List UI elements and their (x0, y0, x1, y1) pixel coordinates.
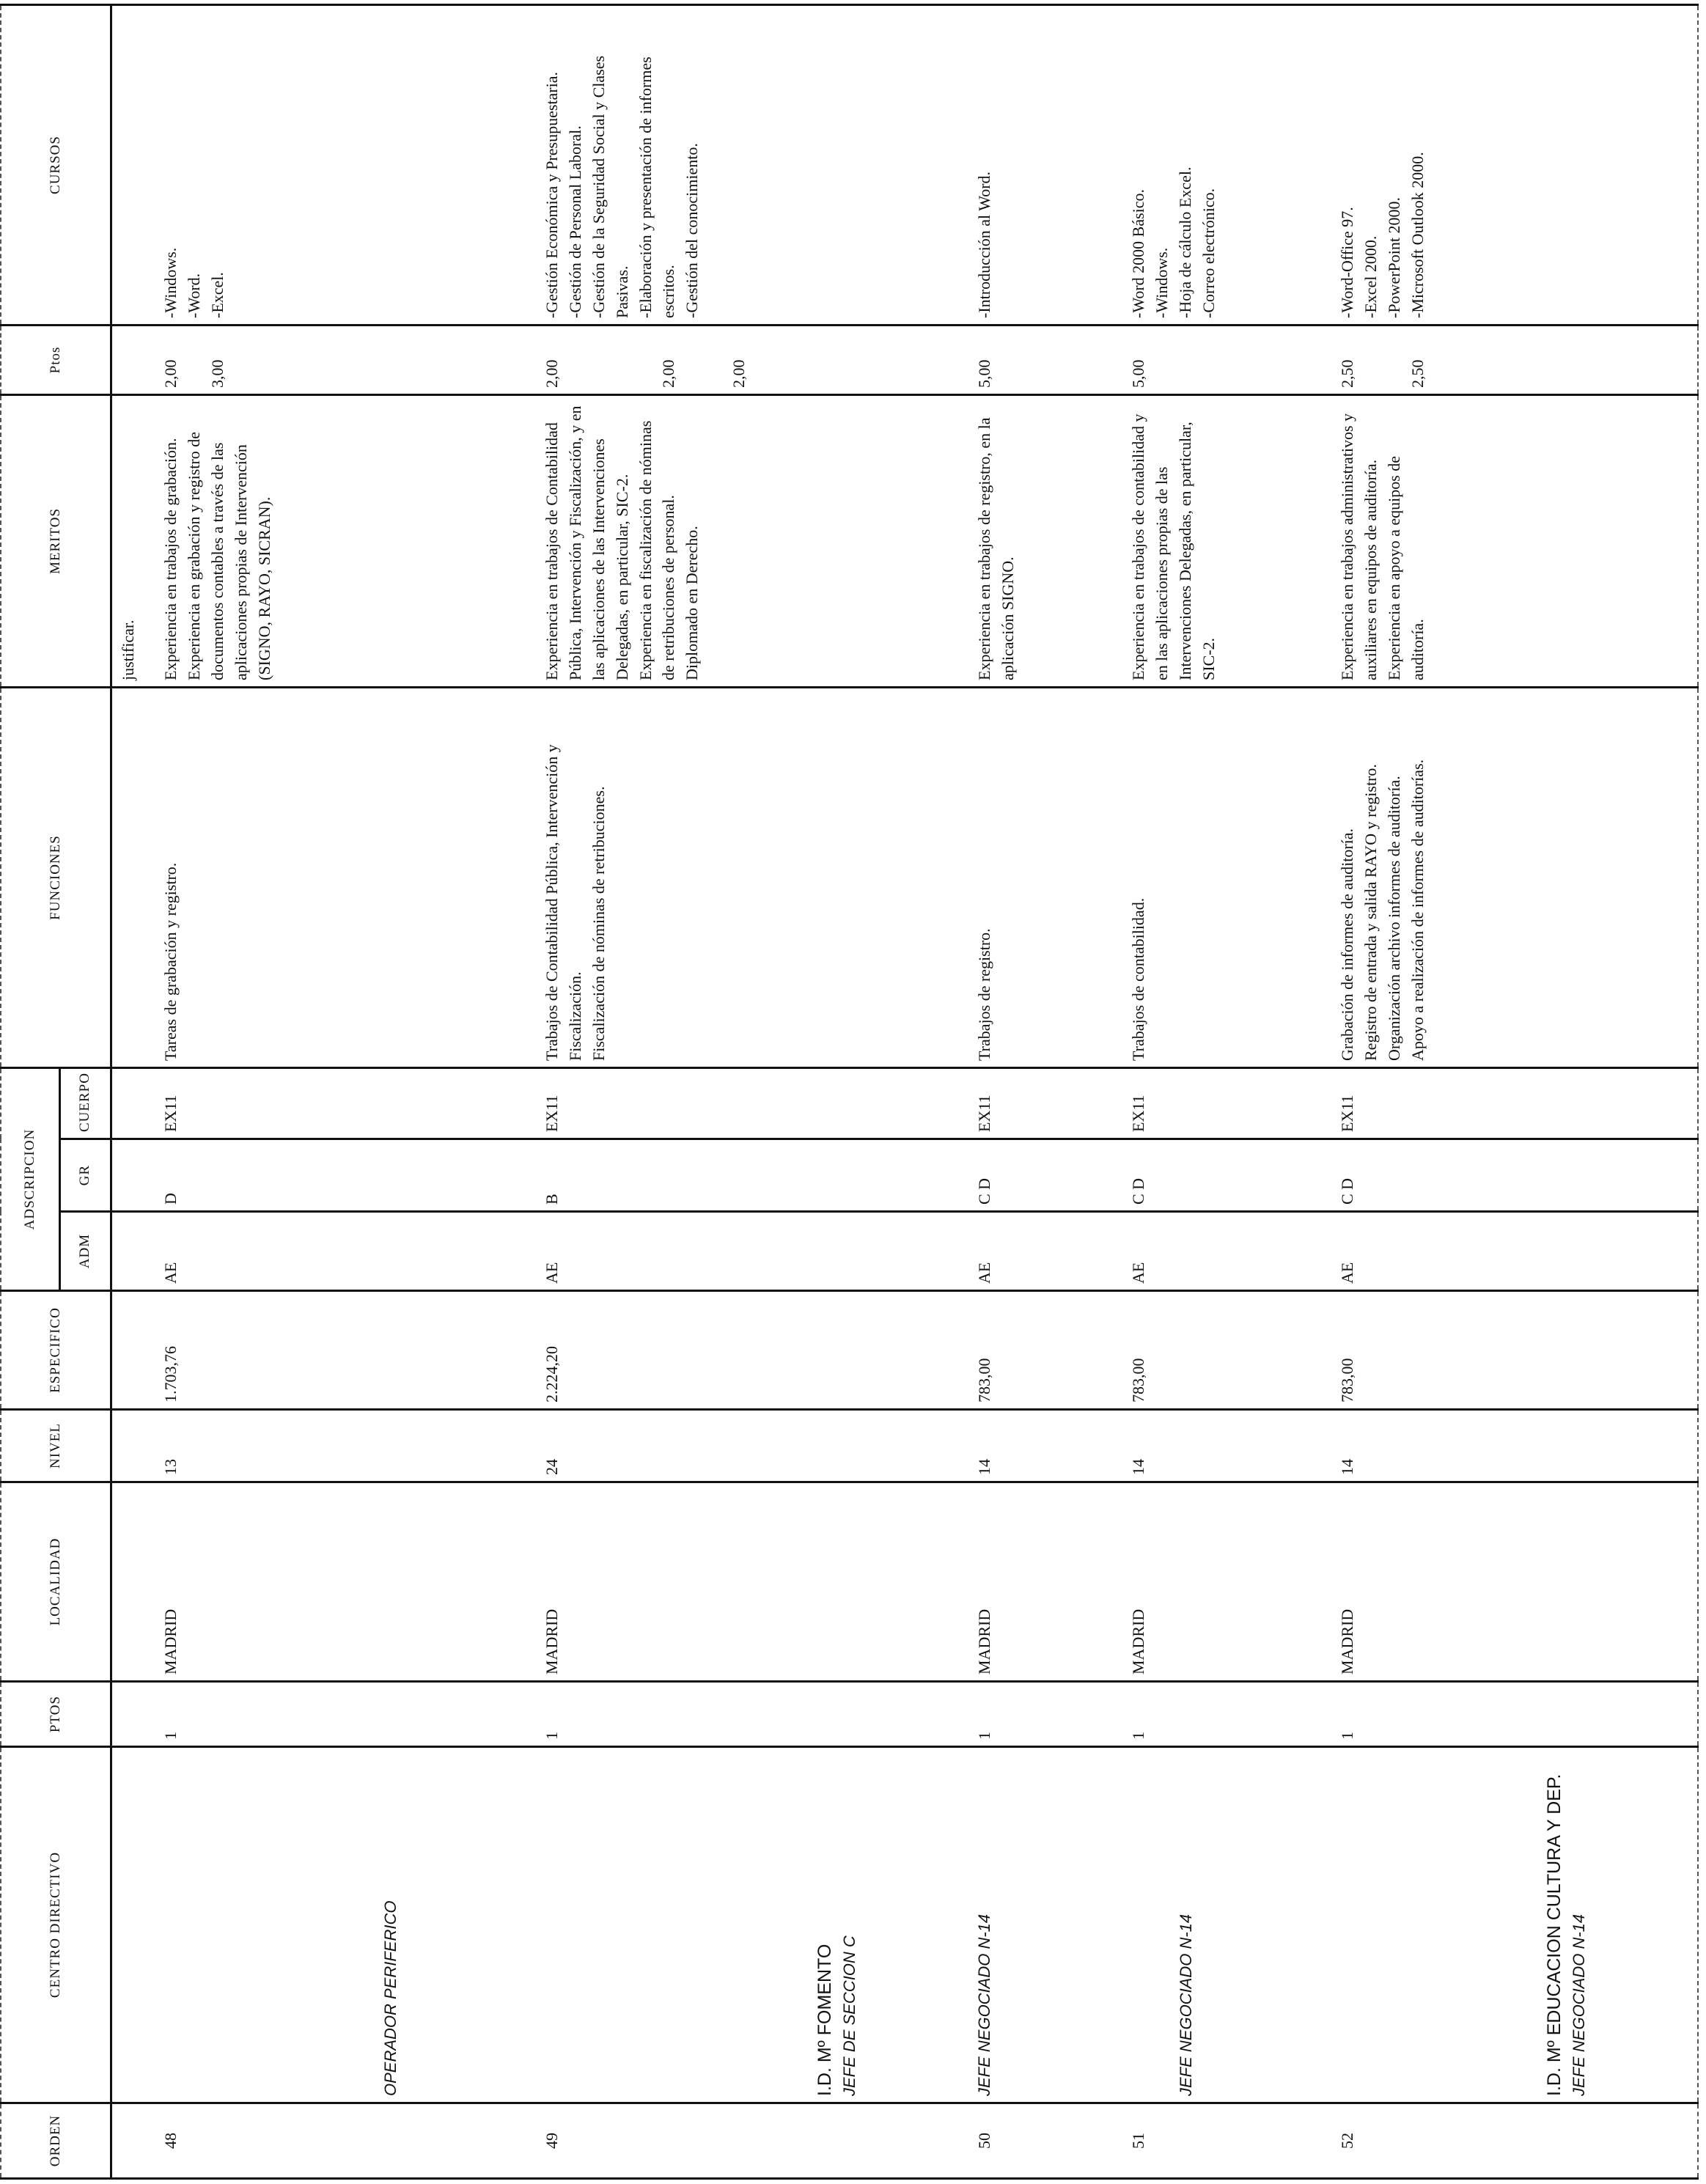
meritos-cell: Experiencia en trabajos de registro, en la aplicación SIGNO. (968, 395, 1122, 688)
ptos-meritos-cell: 2,00 2,00 2,00 (536, 326, 968, 395)
header-centro: CENTRO DIRECTIVO (1, 1747, 111, 2103)
cuerpo-cell: EX11 (1331, 1068, 1698, 1139)
meritos-cell: Experiencia en trabajos de contabilidad y en las aplicaciones propias de las Intervenciones Delegadas, en particular, SIC-2. (1122, 395, 1331, 688)
header-cuerpo: CUERPO (59, 1068, 111, 1139)
centro-cell (536, 1747, 968, 2103)
especifico-cell: 2.224,20 (536, 1291, 968, 1410)
adm-cell: AE (536, 1212, 968, 1291)
gr-cell: C D (968, 1139, 1122, 1212)
centro-cell (968, 1747, 1122, 2103)
header-adscripcion: ADSCRIPCION (1, 1068, 59, 1291)
cursos-cell: -Word-Office 97. -Excel 2000. -PowerPoint 2000. -Microsoft Outlook 2000. (1331, 5, 1698, 326)
table-row (536, 5, 968, 2179)
table-row (155, 5, 536, 2179)
ptos-meritos-cell: 5,00 (1122, 326, 1331, 395)
nivel-cell: 13 (155, 1410, 536, 1482)
orden-cell: 51 (1122, 2103, 1331, 2179)
gr-cell: B (536, 1139, 968, 1212)
cuerpo-cell: EX11 (536, 1068, 968, 1139)
nivel-cell: 14 (968, 1410, 1122, 1482)
header-orden: ORDEN (1, 2103, 111, 2179)
header-meritos: MERITOS (1, 395, 111, 688)
cursos-cell: -Introducción al Word. (968, 5, 1122, 326)
centro-cell (155, 1747, 536, 2103)
nivel-cell: 14 (1331, 1410, 1698, 1482)
table-row (1122, 5, 1331, 2179)
ptos-cell: 1 (1122, 1682, 1331, 1747)
cargo-label: JEFE NEGOCIADO N-14 (975, 1913, 993, 2096)
cargo-label: JEFE DE SECCION C (840, 1935, 859, 2096)
ptos-meritos-cell: 5,00 (968, 326, 1122, 395)
ptos-meritos-cell: 2,00 3,00 (155, 326, 536, 395)
header-cursos: CURSOS (1, 5, 111, 326)
orden-cell: 49 (536, 2103, 968, 2179)
especifico-cell: 783,00 (1122, 1291, 1331, 1410)
cuerpo-cell: EX11 (155, 1068, 536, 1139)
ptos-cell: 1 (968, 1682, 1122, 1747)
header-ptos-meritos: Ptos (1, 326, 111, 395)
especifico-cell: 783,00 (968, 1291, 1122, 1410)
puestos-table (0, 4, 1699, 2180)
adm-cell: AE (1122, 1212, 1331, 1291)
cargo-label: JEFE NEGOCIADO N-14 (1177, 1913, 1195, 2096)
header-gr: GR (59, 1139, 111, 1212)
table-row (1331, 5, 1698, 2179)
especifico-cell: 1.703,76 (155, 1291, 536, 1410)
header-nivel: NIVEL (1, 1410, 111, 1482)
orden-cell: 48 (155, 2103, 536, 2179)
centro-cell (1122, 1747, 1331, 2103)
cuerpo-cell: EX11 (1122, 1068, 1331, 1139)
localidad-cell: MADRID (1122, 1482, 1331, 1682)
orden-cell: 50 (968, 2103, 1122, 2179)
ptos-cell: 1 (1331, 1682, 1698, 1747)
funciones-cell: Trabajos de contabilidad. (1122, 688, 1331, 1068)
cuerpo-cell: EX11 (968, 1068, 1122, 1139)
gr-cell: C D (1331, 1139, 1698, 1212)
header-ptos: PTOS (1, 1682, 111, 1747)
table-row (968, 5, 1122, 2179)
carry-over-row (111, 5, 155, 2179)
unidad-label: I.D. Mº FOMENTO (815, 1944, 835, 2096)
funciones-cell: Tareas de grabación y registro. (155, 688, 536, 1068)
gr-cell: C D (1122, 1139, 1331, 1212)
ptos-cell: 1 (536, 1682, 968, 1747)
funciones-cell: Grabación de informes de auditoría. Registro de entrada y salida RAYO y registro. Organización archivo informes de auditoría. Apoyo a realización de informes de auditorías. (1331, 688, 1698, 1068)
header-adm: ADM (59, 1212, 111, 1291)
ptos-cell: 1 (155, 1682, 536, 1747)
cursos-cell: -Gestión Económica y Presupuestaria. -Gestión de Personal Laboral. -Gestión de la Seguridad Social y Clases Pasivas. -Elaboración y presentación de informes escritos. -Gestión del conocimiento. (536, 5, 968, 326)
gr-cell: D (155, 1139, 536, 1212)
orden-cell: 52 (1331, 2103, 1698, 2179)
header-funciones: FUNCIONES (1, 688, 111, 1068)
meritos-cell: justificar. (111, 395, 155, 688)
localidad-cell: MADRID (968, 1482, 1122, 1682)
localidad-cell: MADRID (1331, 1482, 1698, 1682)
header-especifico: ESPECIFICO (1, 1291, 111, 1410)
meritos-cell: Experiencia en trabajos de grabación. Experiencia en grabación y registro de documentos contables a través de las aplicaciones propias de Intervención (SIGNO, RAYO, SICRAN). (155, 395, 536, 688)
funciones-cell: Trabajos de registro. (968, 688, 1122, 1068)
meritos-cell: Experiencia en trabajos de Contabilidad Pública, Intervención y Fiscalización, y en las aplicaciones de las Intervenciones Delegadas, en particular, SIC-2. Experiencia en fiscalización de nóminas de retribuciones de personal. Diplomado en Derecho. (536, 395, 968, 688)
nivel-cell: 14 (1122, 1410, 1331, 1482)
centro-cell (1331, 1747, 1698, 2103)
adm-cell: AE (155, 1212, 536, 1291)
ptos-meritos-cell: 2,50 2,50 (1331, 326, 1698, 395)
header-localidad: LOCALIDAD (1, 1482, 111, 1682)
cargo-label: OPERADOR PERIFERICO (381, 1900, 400, 2096)
funciones-cell: Trabajos de Contabilidad Pública, Intervención y Fiscalización. Fiscalización de nóminas de retribuciones. (536, 688, 968, 1068)
especifico-cell: 783,00 (1331, 1291, 1698, 1410)
nivel-cell: 24 (536, 1410, 968, 1482)
localidad-cell: MADRID (536, 1482, 968, 1682)
adm-cell: AE (1331, 1212, 1698, 1291)
cargo-label: JEFE NEGOCIADO N-14 (1570, 1913, 1589, 2096)
unidad-label: I.D. Mº EDUCACION CULTURA Y DEP. (1544, 1773, 1565, 2096)
localidad-cell: MADRID (155, 1482, 536, 1682)
cursos-cell: -Word 2000 Básico. -Windows. -Hoja de cálculo Excel. -Correo electrónico. (1122, 5, 1331, 326)
meritos-cell: Experiencia en trabajos administrativos y auxiliares en equipos de auditoría. Experiencia en apoyo a equipos de auditoría. (1331, 395, 1698, 688)
cursos-cell: -Windows. -Word. -Excel. (155, 5, 536, 326)
adm-cell: AE (968, 1212, 1122, 1291)
